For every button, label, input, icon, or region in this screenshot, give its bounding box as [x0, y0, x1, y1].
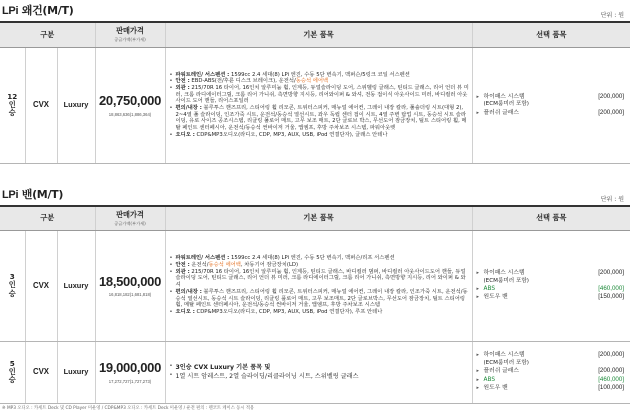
seat-count: 3 인 승 — [0, 230, 25, 341]
list-item: ▸ 하이패스 시스템 [200,000] — [476, 268, 624, 276]
table-row — [0, 230, 630, 341]
option-list — [472, 230, 630, 341]
list-item: • 안전 : 운전석/동승석 에어백, 차동기어 잠금장치(LD) — [170, 262, 470, 269]
trim: CVX — [25, 230, 57, 341]
list-item: ▸ ABS [460,000] — [476, 284, 624, 292]
feature-list — [165, 47, 472, 163]
list-item: (ECM룸미러 포함) — [483, 101, 529, 108]
option-list — [472, 341, 630, 403]
wagon-title: LPi 왜건(M/T) — [2, 4, 74, 17]
list-item: ▸ 원도우 밴 [150,000] — [476, 293, 624, 301]
list-item: (ECM룸미러 포함) — [483, 359, 529, 366]
van-unit: 단위 : 원 — [600, 196, 624, 203]
price: 20,750,000 18,863,636(1,886,364) — [95, 47, 165, 163]
footnote: ※ MP3 오디오 : 카세트 Deck 및 CD Player 미운영 / CDP&MP3 오디오 : 카세트 Deck 미운영 / 운전 편의 : 렌코트 케이스 동시 적용 — [2, 406, 255, 411]
option-list — [472, 47, 630, 163]
trim: CVX — [25, 341, 57, 403]
list-item: • 외관 : 215/70R 16 타이어, 16인치 알루미늄 휠, 인계등, 틴티드 글래스, 바디컬러 범퍼, 바디컬러 아웃사이드도어 핸들, 듀얼슬라이딩 도어, 틴티드 글래스, 리어 언더 뷰 미러, 크롬 라디에이터그릴, 크롬 리어 가니쉬, 측면방향 지시등, 리어 와이퍼 & 와셔 — [170, 269, 470, 289]
wagon-unit: 단위 : 원 — [600, 12, 624, 19]
list-item: ▸ 하이패스 시스템 [200,000] — [476, 92, 624, 100]
grade: Luxury — [57, 47, 95, 163]
list-item: • 외관 : 215/70R 16 타이어, 16인치 알루미늄 휠, 인계등, 듀얼슬라이딩 도어, 스위벨링 글래스, 틴티드 글래스, 리어 언더 뷰 미러, 크롬 라디에이터그릴, 크롬 리어 가니쉬, 측면방향 지시등, 리어와이퍼 & 와셔, 전동 접이식 아웃사이드 미러, 바디컬러 아웃사이드 도어 핸들, 리어스포일러 — [170, 85, 470, 105]
col-features: 기본 품목 — [165, 206, 472, 230]
col-options: 선택 품목 — [472, 206, 630, 230]
list-item: • 편의/내장 : 블루투스 핸즈프리, 스티어링 휠 리모콘, 트위터스피커, 매뉴얼 에어컨, 그레이 내장 칼라, 풀숄더링 시트(대형 2), 2~4열 풀 슬라이딩, 인조가죽 시트, 운전석/동승석 열선시트, 좌우 독립 센터 접이 시트, 4열 주변 탑업 시트, 동승석 시트 슬라이딩, 유로 사이즈 공조시스템, 리클링 풀로어 매트, 고무 보조 매트, 2단 글로브 박스, 무선도어 잠금장치, 틸트 스티어링 휠, 메탈 페인트 센터페시아, 운전석/동승석 썬바이저 거울, 앱엠프, 후방 주차보조 시스템, 파워아웃렛 — [170, 105, 470, 132]
price: 18,500,000 16,818,182(1,681,818) — [95, 230, 165, 341]
list-item: • 1열 시트 암레스트, 2열 슬라이딩/리클라이닝 시트, 스위벨링 글래스 — [170, 372, 470, 381]
list-item: • 오디오 : CDP&MP3오디오(라디오, CDP, MP3, AUX, USB, iPod 연결단자), 루프 안테나 — [170, 309, 470, 316]
list-item: (ECM룸미러 포함) — [483, 277, 529, 284]
list-item: • 오디오 : CDP&MP3오디오(라디오, CDP, MP3, AUX, USB, iPod 연결단자), 글래스 안테나 — [170, 132, 470, 139]
col-features: 기본 품목 — [165, 22, 472, 47]
list-item: ▸ 플러쉬 글래스 [200,000] — [476, 108, 624, 116]
list-item: ▸ 하이패스 시스템 [200,000] — [476, 351, 624, 359]
seat-count: 5 인 승 — [0, 341, 25, 403]
feature-list — [165, 230, 472, 341]
table-row — [0, 341, 630, 403]
price: 19,000,000 17,272,727(1,727,273) — [95, 341, 165, 403]
list-item: • 파워트레인/ 서스펜션 : 1599cc 2.4 세대(8) LPi 엔진, 수동 5단 변속기, 맥퍼슨/5링크 코일 서스펜션 — [170, 72, 470, 79]
van-title: LPi 밴(M/T) — [2, 188, 64, 201]
list-item: • 파워트레인/ 서스펜션 : 1599cc 2.4 세대(8) LPi 엔진, 수동 5단 변속기, 맥퍼슨/리프 서스펜션 — [170, 255, 470, 262]
col-options: 선택 품목 — [472, 22, 630, 47]
list-item: ▸ ABS [460,000] — [476, 375, 624, 383]
grade: Luxury — [57, 341, 95, 403]
list-item: • 3인승 CVX Luxury 기본 품목 및 — [170, 363, 470, 372]
wagon-table — [0, 21, 630, 164]
list-item: ▸ 원도우 밴 [100,000] — [476, 384, 624, 392]
list-item: ▸ 플러쉬 글래스 [200,000] — [476, 366, 624, 374]
col-price: 판매가격 공급가액(부가세) — [95, 206, 165, 230]
list-item: • 안전 : EBD-ABS(전/후륜 디스크 브레이크), 운전석/동승석 에어백 — [170, 78, 470, 85]
list-item: • 편의/내장 : 블루투스 핸즈프리, 스티어링 휠 리모콘, 트위터스피커, 매뉴얼 에어컨, 그레이 내장 칼라, 인조가죽 시트, 운전석/동승석 열선시트, 동승석 시트 슬라이딩, 리클링 플로어 매트, 고무 보조매트, 2단 글로브박스, 무선도어 잠금장치, 틸트 스티어링 휠, 메탈 페인트 센터페시아, 운전석/동승석 썬바이저 거울, 앱엠프, 후방 주차보조 시스템 — [170, 289, 470, 309]
van-table — [0, 205, 630, 404]
col-class: 구분 — [0, 206, 95, 230]
seat-count: 12 인 승 — [0, 47, 25, 163]
table-row — [0, 47, 630, 163]
col-class: 구분 — [0, 22, 95, 47]
grade: Luxury — [57, 230, 95, 341]
trim: CVX — [25, 47, 57, 163]
feature-list — [165, 341, 472, 403]
col-price: 판매가격 공급가액(부가세) — [95, 22, 165, 47]
